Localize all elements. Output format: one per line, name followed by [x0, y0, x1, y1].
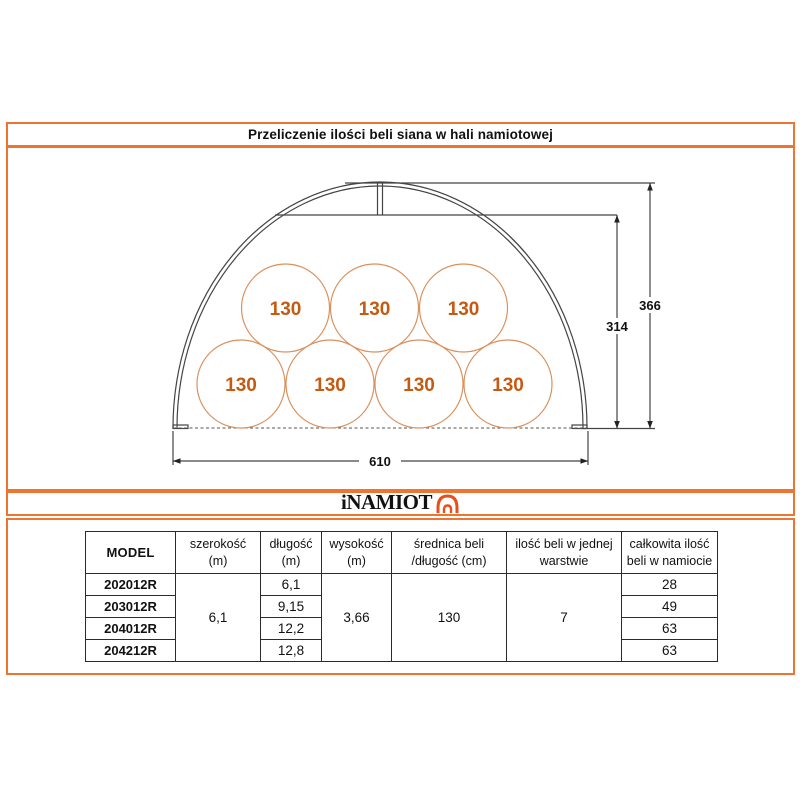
arrowhead	[647, 183, 653, 191]
header-szerokosc: szerokość (m)	[176, 532, 261, 574]
cell-wysokosc-merged: 3,66	[322, 574, 392, 662]
header-calkowita: całkowita ilość beli w namiocie	[622, 532, 718, 574]
title-bar	[6, 122, 795, 147]
cell-model: 204012R	[86, 618, 176, 640]
logo-bar	[6, 491, 795, 516]
cell-dlugosc: 12,8	[261, 640, 322, 662]
dimension-label-outer-height: 366	[639, 298, 661, 313]
cell-dlugosc: 9,15	[261, 596, 322, 618]
bale-diameter-label: 130	[358, 299, 391, 320]
cell-total: 49	[622, 596, 718, 618]
cell-dlugosc: 12,2	[261, 618, 322, 640]
diagram-panel	[6, 146, 795, 491]
spec-table-panel	[6, 518, 795, 675]
cell-total: 63	[622, 618, 718, 640]
cell-model: 204212R	[86, 640, 176, 662]
bale-diameter-label: 130	[269, 299, 302, 320]
arrowhead	[173, 458, 181, 464]
cell-total: 28	[622, 574, 718, 596]
bale-diameter-label: 130	[492, 375, 524, 396]
cell-dlugosc: 6,1	[261, 574, 322, 596]
header-model: MODEL	[86, 532, 176, 574]
header-srednica: średnica beli /długość (cm)	[392, 532, 507, 574]
header-dlugosc: długość (m)	[261, 532, 322, 574]
bale-diameter-label: 130	[447, 299, 480, 320]
brand-name: iNAMIOT	[341, 490, 432, 514]
table-header-row	[86, 532, 718, 574]
arrowhead	[581, 458, 589, 464]
header-wysokosc: wysokość (m)	[322, 532, 392, 574]
arrowhead	[614, 421, 620, 429]
dimension-label-width: 610	[369, 454, 391, 469]
cell-szerokosc-merged: 6,1	[176, 574, 261, 662]
tent-arch-icon	[435, 493, 460, 514]
dimension-label-inner-height: 314	[606, 319, 628, 334]
table-row	[86, 574, 718, 596]
cell-ilosc-merged: 7	[507, 574, 622, 662]
arrowhead	[614, 215, 620, 223]
bale-diameter-label: 130	[314, 375, 346, 396]
spec-table	[85, 531, 718, 662]
cell-model: 202012R	[86, 574, 176, 596]
bale-diameter-label: 130	[403, 375, 435, 396]
header-ilosc-warstwa: ilość beli w jednej warstwie	[507, 532, 622, 574]
bale-diameter-label: 130	[225, 375, 257, 396]
foot-plate-right	[572, 425, 587, 429]
cell-model: 203012R	[86, 596, 176, 618]
arrowhead	[647, 421, 653, 429]
page-title: Przeliczenie ilości beli siana w hali namiotowej	[248, 127, 553, 142]
cell-srednica-merged: 130	[392, 574, 507, 662]
tent-cross-section-drawing	[8, 148, 793, 489]
cell-total: 63	[622, 640, 718, 662]
